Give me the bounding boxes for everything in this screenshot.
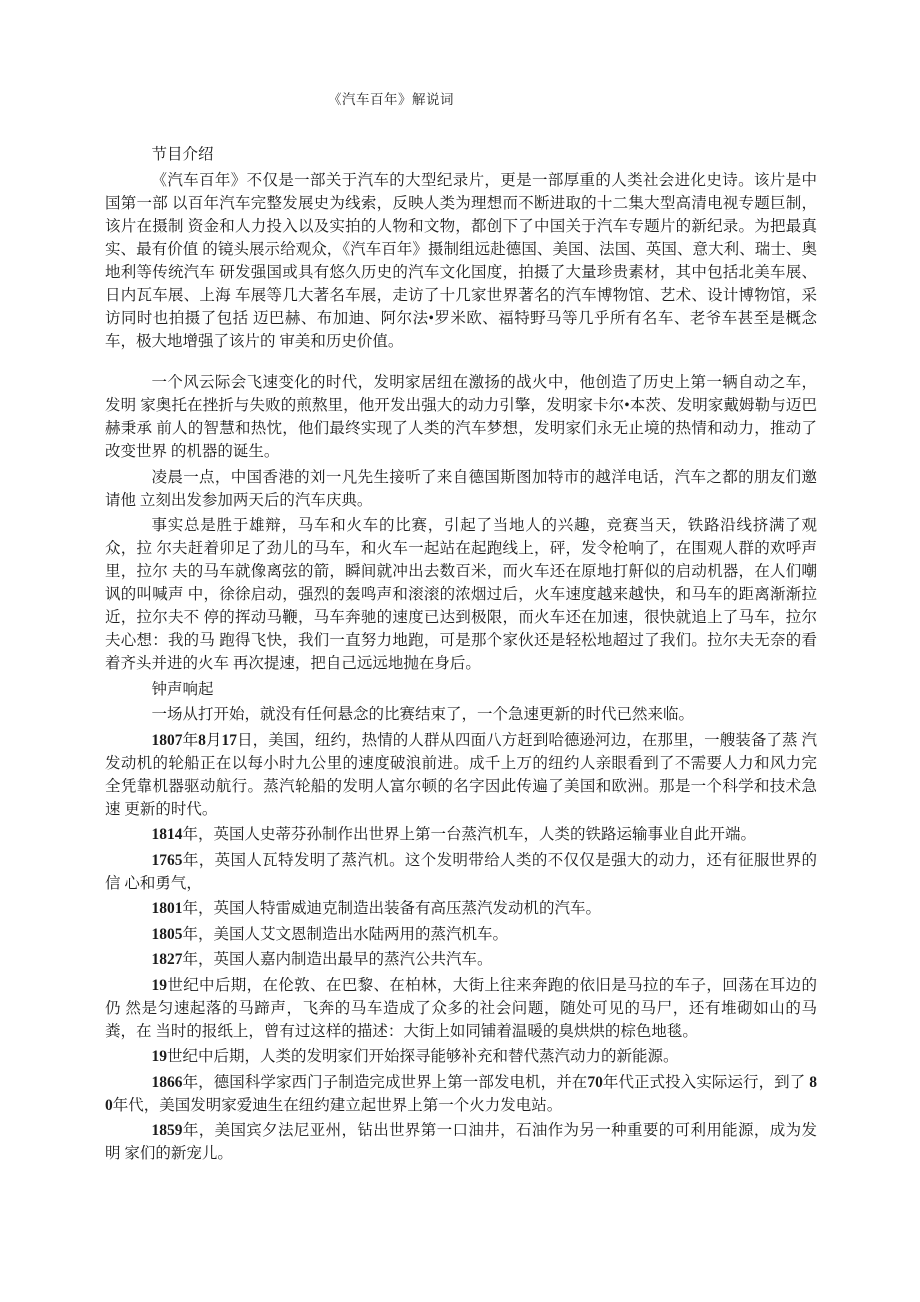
para-1866-siemens <box>105 1071 817 1117</box>
bold-number: 19 <box>151 976 167 994</box>
document-title: 《汽车百年》解说词 <box>328 92 454 107</box>
bold-number: 1859 <box>151 1122 183 1139</box>
text-run: 年代正式投入实际运行，到了 <box>602 1073 810 1091</box>
text-run: 月 <box>205 731 222 749</box>
bold-number: 1805 <box>151 925 183 943</box>
bold-number: 1827 <box>151 951 183 968</box>
heading-bell-rings <box>105 678 817 701</box>
text-run: 年，英国人瓦特发明了蒸汽机。这个发明带给人类的不仅仅是强大的动力，还有征服世界的信 心和勇气， <box>105 851 817 892</box>
bold-number: 80 <box>105 1073 817 1114</box>
bold-number: 8 <box>198 731 206 749</box>
bold-number: 1765 <box>151 851 183 869</box>
text-run: 世纪中后期，人类的发明家们开始探寻能够补充和替代蒸汽动力的新能源。 <box>167 1048 679 1065</box>
para-1827-steam-bus <box>105 948 817 971</box>
text-run: 年，英国人史蒂芬孙制作出世界上第一台蒸汽机车，人类的铁路运输事业自此开端。 <box>182 826 757 843</box>
text-run: 年代，美国发明家爱迪生在纽约建立起世界上第一个火力发电站。 <box>112 1096 563 1114</box>
heading-program-intro <box>105 143 817 166</box>
text-run: 一场从打开始，就没有任何悬念的比赛结束了，一个急速更新的时代已然来临。 <box>151 706 695 723</box>
para-horse-vs-train-race <box>105 514 817 675</box>
para-1807-steamboat <box>105 729 817 821</box>
para-19th-century-new-energy <box>105 1045 817 1068</box>
text-run: 节目介绍 <box>151 146 214 163</box>
text-run: 年，英国人嘉内制造出最早的蒸汽公共汽车。 <box>182 951 493 968</box>
text-run: 世纪中后期，在伦敦、在巴黎、在柏林，大街上往来奔跑的依旧是马拉的车子，回荡在耳边的仍 然是匀速起落的马蹄声，飞奔的马车造成了众多的社会问题，随处可见的马尸，还有堆砌如山的马粪，在 当时的报纸上，曾有过这样的描述：大街上如同铺着温暖的臭烘烘的棕色地毯。 <box>105 976 817 1040</box>
bold-number: 1801 <box>151 900 183 917</box>
text-run: 年 <box>182 731 199 749</box>
document-body <box>105 143 817 1165</box>
document-text-column <box>105 88 817 1168</box>
bold-number: 1807 <box>151 731 183 749</box>
text-run: 凌晨一点，中国香港的刘一凡先生接听了来自德国斯图加特市的越洋电话，汽车之都的朋友们邀请他 立刻出发参加两天后的汽车庆典。 <box>105 468 817 509</box>
text-run: 钟声响起 <box>151 680 214 698</box>
paragraph-spacer <box>105 355 817 371</box>
para-race-over <box>105 703 817 726</box>
text-run: 一个风云际会飞速变化的时代，发明家居纽在激扬的战火中，他创造了历史上第一辆自动之车，发明 家奥托在挫折与失败的煎熬里，他开发出强大的动力引擎，发明家卡尔•本茨、发明家戴姆勒与迈巴赫秉承 前人的智慧和热忱，他们最终实现了人类的汽车梦想，发明家们永无止境的热情和动力，推动了改变世界 的机器的诞生。 <box>105 374 817 460</box>
para-1765-watt <box>105 849 817 895</box>
para-19th-century-horses <box>105 974 817 1043</box>
para-1859-oil-well <box>105 1119 817 1165</box>
bold-number: 17 <box>221 731 238 749</box>
para-1801-trevithick <box>105 897 817 920</box>
bold-number: 1866 <box>151 1073 183 1091</box>
text-run: 《汽车百年》不仅是一部关于汽车的大型纪录片，更是一部厚重的人类社会进化史诗。该片是中国第一部 以百年汽车完整发展史为线索，反映人类为理想而不断进取的十二集大型高清电视专题巨制，该片在摄制 资金和人力投入以及实拍的人物和文物，都创下了中国关于汽车专题片的新纪录。为把最真实、最有价值 的镜头展示给观众，《汽车百年》摄制组远赴德国、美国、法国、英国、意大利、瑞士、奥地利等传统汽车 研发强国或具有悠久历史的汽车文化国度，拍摄了大量珍贵素材，其中包括北美车展、日内瓦车展、上海 车展等几大著名车展，走访了十几家世界著名的汽车博物馆、艺术、设计博物馆，采访同时也拍摄了包括 迈巴赫、布加迪、阿尔法•罗米欧、福特野马等几乎所有名车、老爷车甚至是概念车，极大地增强了该片的 审美和历史价值。 <box>105 171 817 350</box>
text-run: 年，美国宾夕法尼亚州，钻出世界第一口油井，石油作为另一种重要的可利用能源，成为发明 家们的新宠儿。 <box>105 1122 817 1162</box>
bold-number: 70 <box>587 1073 603 1091</box>
bold-number: 19 <box>151 1048 167 1065</box>
text-run: 年，美国人艾文恩制造出水陆两用的蒸汽机车。 <box>182 925 509 943</box>
para-inventors-era <box>105 371 817 463</box>
para-1814-locomotive <box>105 823 817 846</box>
text-run: 事实总是胜于雄辩，马车和火车的比赛，引起了当地人的兴趣，竞赛当天，铁路沿线挤满了观众，拉 尔夫赶着卯足了劲儿的马车，和火车一起站在起跑线上，砰，发令枪响了，在围观人群的欢呼声里，拉尔 夫的马车就像离弦的箭，瞬间就冲出去数百米，而火车还在原地打鼾似的启动机器，在人们嘲讽的叫喊声 中，徐徐启动，强烈的轰鸣声和滚滚的浓烟过后，火车速度越来越快，和马车的距离渐渐拉近，拉尔夫不 停的挥动马鞭，马车奔驰的速度已达到极限，而火车还在加速，很快就追上了马车，拉尔夫心想：我的马 跑得飞快，我们一直努力地跑，可是那个家伙还是轻松地超过了我们。拉尔夫无奈的看着齐头并进的火车 再次提速，把自己远远地抛在身后。 <box>105 517 817 672</box>
text-run: 年，英国人特雷威迪克制造出装备有高压蒸汽发动机的汽车。 <box>182 900 602 917</box>
para-phone-call <box>105 466 817 512</box>
bold-number: 1814 <box>151 826 183 843</box>
text-run: 年，德国科学家西门子制造完成世界上第一部发电机，并在 <box>182 1073 588 1091</box>
text-run: 日，美国，纽约，热情的人群从四面八方赶到哈德逊河边，在那里，一艘装备了蒸 汽发动机的轮船正在以每小时九公里的速度破浪前进。成千上万的纽约人亲眼看到了不需要人力和风力完 全凭靠机器驱动航行。蒸汽轮船的发明人富尔顿的名字因此传遍了美国和欧洲。那是一个科学和技术急速 更新的时代。 <box>105 731 817 818</box>
para-series-introduction <box>105 169 817 353</box>
para-1805-evans <box>105 923 817 946</box>
